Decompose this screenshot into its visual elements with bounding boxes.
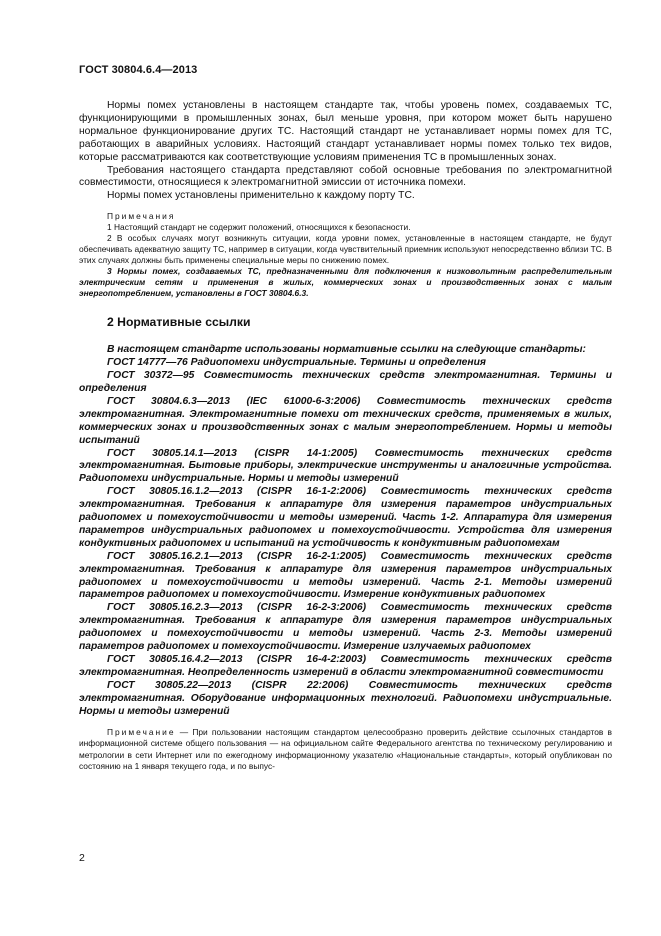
reference-item: ГОСТ 30805.16.4.2—2013 (CISPR 16-4-2:2003) Совместимость технических средств электромагнитная. Неопределенность измерений в области электромагнитной совместимости (79, 654, 612, 678)
note-3: 3 Нормы помех, создаваемых ТС, предназначенными для подключения к низковольтным распределительным электрическим сетям и применения в жилых, коммерческих зонах и производственных зонах с малым энергопотреблением, установлены в ГОСТ 30804.6.3. (79, 266, 612, 299)
reference-item: ГОСТ 30372—95 Совместимость технических средств электромагнитная. Термины и определения (79, 370, 612, 394)
final-note-text: — При пользовании настоящим стандартом целесообразно проверить действие ссылочных стандартов в информационной системе общего пользования — на официальном сайте Федерального агентства по техническому регулированию и метрологии в сети Интернет или по ежегодному информационному указателю «Национальные стандарты», который опубликован по состоянию на 1 января текущего года, и по выпус- (79, 726, 612, 772)
page-content (79, 100, 612, 773)
reference-item: ГОСТ 30805.14.1—2013 (CISPR 14-1:2005) Совместимость технических средств электромагнитная. Бытовые приборы, электрические инструменты и аналогичные устройства. Радиопомехи индустриальные. Нормы и методы измерений (79, 447, 612, 485)
reference-item: ГОСТ 30804.6.3—2013 (IEC 61000-6-3:2006) Совместимость технических средств электромагнитная. Электромагнитные помехи от технических средств, применяемых в жилых, коммерческих зонах и производственных зонах с малым энергопотреблением. Нормы и методы испытаний (79, 395, 612, 446)
reference-item: ГОСТ 30805.16.2.3—2013 (CISPR 16-2-3:2006) Совместимость технических средств электромагнитная. Требования к аппаратуре для измерения параметров индустриальных радиопомех и помехоустойчивости и методы измерений. Часть 2-3. Методы измерений параметров радиопомех и помехоустойчивости. Измерение излучаемых радиопомех (79, 602, 612, 653)
page-number: 2 (79, 852, 85, 864)
note-2: 2 В особых случаях могут возникнуть ситуации, когда уровни помех, установленные в настоящем стандарте, не будут обеспечивать адекватную защиту ТС, например в ситуации, когда чувствительный приемник используют непосредственно вблизи ТС. В этих случаях должны быть применены специальные меры по снижению помех. (79, 233, 612, 266)
section-2-intro: В настоящем стандарте использованы нормативные ссылки на следующие стандарты: (107, 344, 586, 356)
final-note-label: Примечание (107, 726, 176, 737)
reference-item: ГОСТ 30805.16.1.2—2013 (CISPR 16-1-2:2006) Совместимость технических средств электромагнитная. Требования к аппаратуре для измерения параметров индустриальных радиопомех и помехоустойчивости и методы измерений. Часть 1-2. Аппаратура для измерения параметров индустриальных радиопомех и помехоустойчивости. Устройства для измерения кондуктивных радиопомех и испытаний на устойчивость к кондуктивным радиопомехам (79, 486, 612, 549)
document-header: ГОСТ 30804.6.4—2013 (79, 64, 198, 76)
intro-paragraph-2: Требования настоящего стандарта представляют собой основные требования по электромагнитной совместимости, относящиеся к электромагнитной эмиссии от источника помехи. (79, 164, 612, 189)
reference-item: ГОСТ 30805.22—2013 (CISPR 22:2006) Совместимость технических средств электромагнитная. Оборудование информационных технологий. Радиопомехи индустриальные. Нормы и методы измерений (79, 679, 612, 717)
note-1: 1 Настоящий стандарт не содержит положений, относящихся к безопасности. (107, 222, 411, 233)
intro-paragraph-3: Нормы помех установлены применительно к каждому порту ТС. (107, 190, 415, 202)
notes-title: Примечания (107, 211, 176, 222)
section-2-title: 2 Нормативные ссылки (107, 315, 251, 330)
notes-block (79, 211, 612, 299)
reference-item: ГОСТ 30805.16.2.1—2013 (CISPR 16-2-1:2005) Совместимость технических средств электромагнитная. Требования к аппаратуре для измерения параметров индустриальных радиопомех и помехоустойчивости и методы измерений. Часть 2-1. Методы измерений параметров радиопомех и помехоустойчивости. Измерение кондуктивных радиопомех (79, 550, 612, 601)
intro-paragraph-1: Нормы помех установлены в настоящем стандарте так, чтобы уровень помех, создаваемых ТС, функционирующими в промышленных зонах, был меньше уровня, при котором может быть нарушено нормальное функционирование других ТС. Настоящий стандарт не устанавливает нормы помех для ТС, работающих в аварийных условиях. Настоящий стандарт устанавливает нормы помех только тех видов, которые рассматриваются как соответствующие условиям применения ТС в промышленных зонах. (79, 100, 612, 163)
final-note (79, 727, 612, 773)
reference-item: ГОСТ 14777—76 Радиопомехи индустриальные. Термины и определения (107, 357, 486, 369)
